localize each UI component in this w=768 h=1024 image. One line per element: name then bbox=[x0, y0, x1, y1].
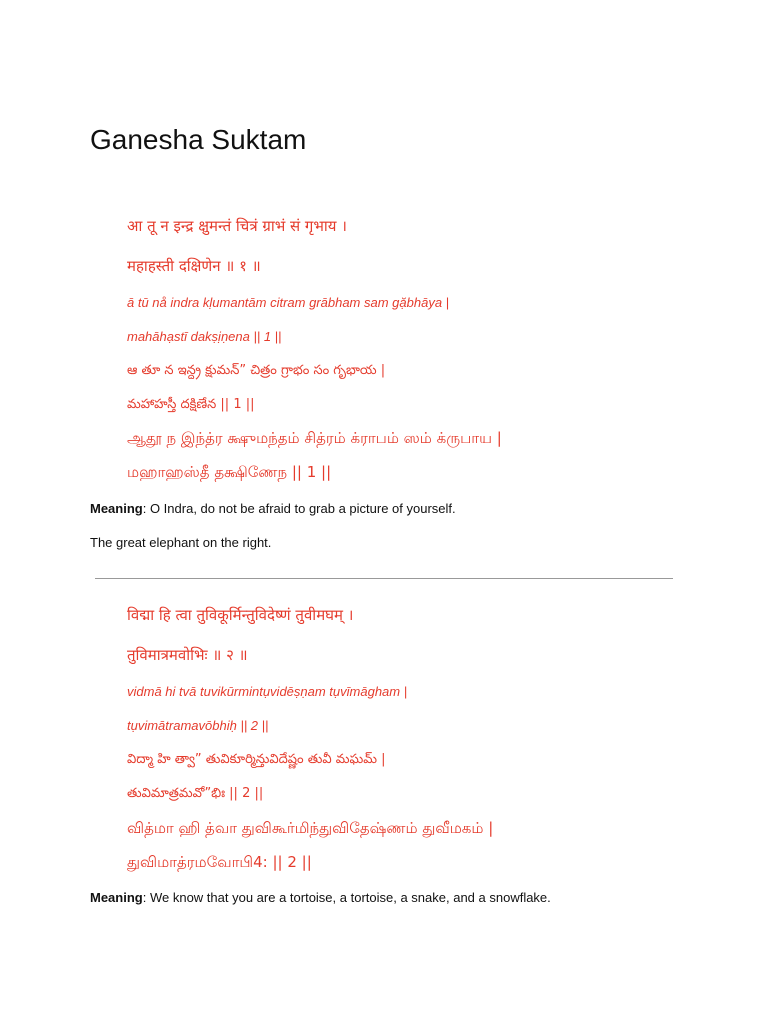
verse-1-meaning bbox=[90, 500, 456, 518]
meaning-text: : We know that you are a tortoise, a tortoise, a snake, and a snowflake. bbox=[142, 890, 551, 905]
verse-1-telugu-line-2: మహాహస్తీ దక్షిణేన || 1 || bbox=[127, 397, 255, 412]
verse-2-tamil-line-1: வித்மா ஹி த்வா துவிகூர்மிந்துவிதேஷ்ணம் துவீமகம் | bbox=[127, 819, 494, 837]
verse-1-transliteration-line-2: mahāhạstī dakṣịṇena || 1 || bbox=[127, 329, 282, 344]
verse-2-devanagari-line-1: विद्मा हि त्वा तुविकूर्मिन्तुविदेष्णं तुवीमघम् । bbox=[127, 606, 354, 624]
page-title: Ganesha Suktam bbox=[90, 124, 307, 155]
verse-2-transliteration-line-2: tụvimātramavōbhiḥ || 2 || bbox=[127, 718, 269, 733]
verse-1-meaning-continued: The great elephant on the right. bbox=[90, 535, 272, 550]
verse-2-meaning bbox=[90, 889, 551, 907]
verse-2-tamil-line-2: துவிமாத்ரமவோபி4: || 2 || bbox=[127, 853, 312, 871]
section-divider bbox=[95, 578, 673, 579]
meaning-text: : O Indra, do not be afraid to grab a picture of yourself. bbox=[142, 501, 456, 516]
verse-1-telugu-line-1: ఆ తూ న ఇన్ద్ర క్షుమన్” చిత్రం గ్రాభం సం గృభాయ | bbox=[127, 363, 386, 378]
verse-1-transliteration-line-1: ā tū nå indra kḷumantām citram grābham sam gặbhāya | bbox=[127, 295, 450, 310]
verse-2-transliteration-line-1: vidmā hi tvā tuvikūrmintụvidēṣṇam tụvīmāgham | bbox=[127, 684, 408, 699]
verse-2-telugu-line-2: తువిమాత్రమవో”భిః || 2 || bbox=[127, 786, 264, 801]
meaning-label: Meaning bbox=[90, 501, 143, 516]
verse-1-devanagari-line-2: महाहस्ती दक्षिणेन ॥ १ ॥ bbox=[127, 257, 261, 275]
verse-1-devanagari-line-1: आ तू न इन्द्र क्षुमन्तं चित्रं ग्राभं सं गृभाय । bbox=[127, 217, 347, 235]
meaning-label: Meaning bbox=[90, 890, 143, 905]
verse-1-tamil-line-2: மஹாஹஸ்தீ தக்ஷிணேந || 1 || bbox=[127, 463, 332, 481]
verse-2-devanagari-line-2: तुविमात्रमवोभिः ॥ २ ॥ bbox=[127, 646, 248, 664]
verse-1-tamil-line-1: ஆதூ ந இந்த்ர க்ஷுமந்தம் சித்ரம் க்ராபம் ஸம் க்ருபாய | bbox=[127, 429, 502, 447]
verse-2-telugu-line-1: విద్మా హి త్వా” తువికూర్మిన్తువిదేష్ణం తువీ మఘమ్ | bbox=[127, 752, 386, 767]
